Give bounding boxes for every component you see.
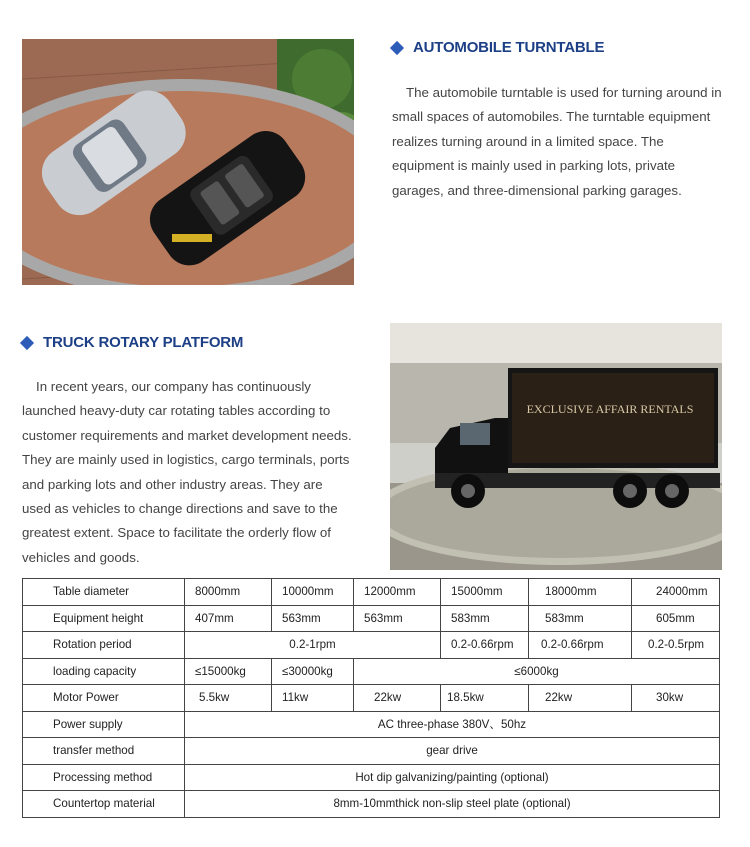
table-cell: 22kw bbox=[354, 685, 441, 712]
table-cell: 30kw bbox=[632, 685, 720, 712]
row-label: Table diameter bbox=[23, 579, 185, 606]
table-cell: ≤15000kg bbox=[185, 658, 272, 685]
section1-title bbox=[392, 39, 604, 56]
table-cell: 0.2-0.66rpm bbox=[441, 632, 529, 659]
table-cell: 24000mm bbox=[632, 579, 720, 606]
automobile-turntable-photo bbox=[22, 39, 354, 285]
section2-paragraph bbox=[22, 375, 354, 570]
row-label: Rotation period bbox=[23, 632, 185, 659]
table-cell: AC three-phase 380V、50hz bbox=[185, 711, 720, 738]
table-cell: 407mm bbox=[185, 605, 272, 632]
table-cell: Hot dip galvanizing/painting (optional) bbox=[185, 764, 720, 791]
table-row bbox=[23, 764, 720, 791]
table-row bbox=[23, 711, 720, 738]
row-label: transfer method bbox=[23, 738, 185, 765]
table-cell: 563mm bbox=[272, 605, 354, 632]
section1-paragraph bbox=[392, 81, 722, 203]
table-cell: 563mm bbox=[354, 605, 441, 632]
table-cell: 0.2-0.66rpm bbox=[529, 632, 632, 659]
table-cell: 8000mm bbox=[185, 579, 272, 606]
truck-rotary-platform-photo bbox=[390, 323, 722, 570]
table-cell: ≤6000kg bbox=[354, 658, 720, 685]
table-row bbox=[23, 738, 720, 765]
table-cell: 583mm bbox=[529, 605, 632, 632]
table-cell: 5.5kw bbox=[185, 685, 272, 712]
section1-title-text: AUTOMOBILE TURNTABLE bbox=[413, 39, 605, 56]
spec-table bbox=[22, 578, 720, 818]
table-cell: 605mm bbox=[632, 605, 720, 632]
diamond-bullet-icon bbox=[390, 40, 404, 54]
table-cell: 10000mm bbox=[272, 579, 354, 606]
table-cell: 8mm-10mmthick non-slip steel plate (optional) bbox=[185, 791, 720, 818]
section2-title bbox=[22, 334, 243, 351]
section2-paragraph-text: In recent years, our company has continuously launched heavy-duty car rotating tables according to customer requirements and market development needs. They are mainly used in logistics, cargo terminals, ports and parking lots and other industry areas. They are used as vehicles to change directions and save to the greatest extent. Space to facilitate the orderly flow of vehicles and goods. bbox=[22, 379, 352, 565]
row-label: Processing method bbox=[23, 764, 185, 791]
table-cell: 18.5kw bbox=[441, 685, 529, 712]
row-label: loading capacity bbox=[23, 658, 185, 685]
section2-title-text: TRUCK ROTARY PLATFORM bbox=[43, 334, 244, 351]
table-row bbox=[23, 791, 720, 818]
table-cell: 11kw bbox=[272, 685, 354, 712]
table-row bbox=[23, 632, 720, 659]
table-cell: 22kw bbox=[529, 685, 632, 712]
row-label: Motor Power bbox=[23, 685, 185, 712]
table-cell: 15000mm bbox=[441, 579, 529, 606]
table-cell: 0.2-1rpm bbox=[185, 632, 441, 659]
table-row bbox=[23, 658, 720, 685]
table-cell: 0.2-0.5rpm bbox=[632, 632, 720, 659]
table-cell: ≤30000kg bbox=[272, 658, 354, 685]
table-row bbox=[23, 605, 720, 632]
section1-paragraph-text: The automobile turntable is used for turning around in small spaces of automobiles. The turntable equipment realizes turning around in a limited space. The equipment is mainly used in parking lots, private garages, and three-dimensional parking garages. bbox=[392, 85, 722, 198]
table-row bbox=[23, 579, 720, 606]
table-cell: 12000mm bbox=[354, 579, 441, 606]
table-cell: gear drive bbox=[185, 738, 720, 765]
row-label: Equipment height bbox=[23, 605, 185, 632]
table-cell: 18000mm bbox=[529, 579, 632, 606]
truck-sign-text: EXCLUSIVE AFFAIR RENTALS bbox=[526, 402, 694, 416]
row-label: Countertop material bbox=[23, 791, 185, 818]
row-label: Power supply bbox=[23, 711, 185, 738]
diamond-bullet-icon bbox=[20, 335, 34, 349]
table-cell: 583mm bbox=[441, 605, 529, 632]
table-row bbox=[23, 685, 720, 712]
